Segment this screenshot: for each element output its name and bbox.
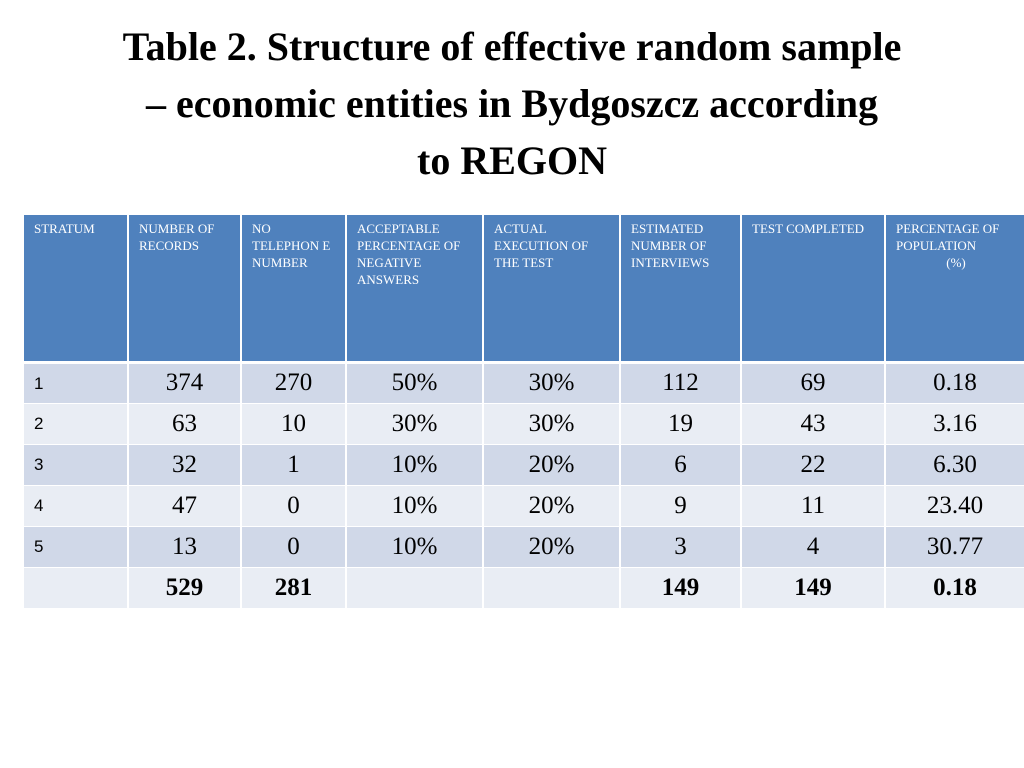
cell-percentage-population: 30.77 [885,526,1024,567]
cell-percentage-population: 23.40 [885,485,1024,526]
total-estimated-interviews: 149 [620,567,741,608]
cell-no-telephone: 10 [241,403,346,444]
cell-actual-execution: 20% [483,526,620,567]
cell-test-completed: 11 [741,485,885,526]
total-acceptable-percentage [346,567,483,608]
cell-percentage-population: 3.16 [885,403,1024,444]
table-row [24,526,1024,567]
table-row [24,444,1024,485]
header-number-of-records: NUMBER OF RECORDS [128,215,241,362]
total-records: 529 [128,567,241,608]
cell-estimated-interviews: 3 [620,526,741,567]
cell-actual-execution: 20% [483,444,620,485]
header-row [24,215,1024,362]
title-line-3: to REGON [417,138,607,183]
cell-no-telephone: 0 [241,485,346,526]
slide-title [20,18,1004,189]
cell-stratum: 3 [24,444,128,485]
cell-actual-execution: 20% [483,485,620,526]
table-row [24,485,1024,526]
title-line-2: – economic entities in Bydgoszcz according [145,81,879,126]
header-no-telephone-number: NO TELEPHON E NUMBER [241,215,346,362]
sample-structure-table [24,215,1024,609]
cell-estimated-interviews: 9 [620,485,741,526]
header-estimated-interviews: ESTIMATED NUMBER OF INTERVIEWS [620,215,741,362]
total-percentage-population: 0.18 [885,567,1024,608]
cell-actual-execution: 30% [483,403,620,444]
cell-actual-execution: 30% [483,362,620,403]
cell-estimated-interviews: 19 [620,403,741,444]
cell-test-completed: 4 [741,526,885,567]
cell-stratum-total [24,567,128,608]
cell-percentage-population: 6.30 [885,444,1024,485]
header-percentage-unit: (%) [946,255,966,270]
cell-acceptable-percentage: 10% [346,444,483,485]
header-percentage-label: PERCENTAGE OF POPULATION [896,221,1000,253]
table-row [24,362,1024,403]
cell-acceptable-percentage: 50% [346,362,483,403]
total-no-telephone: 281 [241,567,346,608]
cell-test-completed: 43 [741,403,885,444]
cell-records: 47 [128,485,241,526]
header-actual-execution: ACTUAL EXECUTION OF THE TEST [483,215,620,362]
cell-records: 63 [128,403,241,444]
cell-no-telephone: 270 [241,362,346,403]
header-acceptable-percentage: ACCEPTABLE PERCENTAGE OF NEGATIVE ANSWERS [346,215,483,362]
total-actual-execution [483,567,620,608]
cell-estimated-interviews: 112 [620,362,741,403]
cell-stratum: 5 [24,526,128,567]
header-percentage-of-population [885,215,1024,362]
cell-stratum: 1 [24,362,128,403]
title-line-1: Table 2. Structure of effective random sample [122,24,902,69]
cell-no-telephone: 1 [241,444,346,485]
cell-percentage-population: 0.18 [885,362,1024,403]
header-stratum: STRATUM [24,215,128,362]
total-row [24,567,1024,608]
cell-records: 32 [128,444,241,485]
cell-records: 13 [128,526,241,567]
cell-acceptable-percentage: 10% [346,485,483,526]
header-test-completed: TEST COMPLETED [741,215,885,362]
table-row [24,403,1024,444]
cell-records: 374 [128,362,241,403]
cell-acceptable-percentage: 10% [346,526,483,567]
cell-no-telephone: 0 [241,526,346,567]
cell-test-completed: 22 [741,444,885,485]
cell-stratum: 2 [24,403,128,444]
total-test-completed: 149 [741,567,885,608]
cell-stratum: 4 [24,485,128,526]
cell-estimated-interviews: 6 [620,444,741,485]
cell-acceptable-percentage: 30% [346,403,483,444]
cell-test-completed: 69 [741,362,885,403]
